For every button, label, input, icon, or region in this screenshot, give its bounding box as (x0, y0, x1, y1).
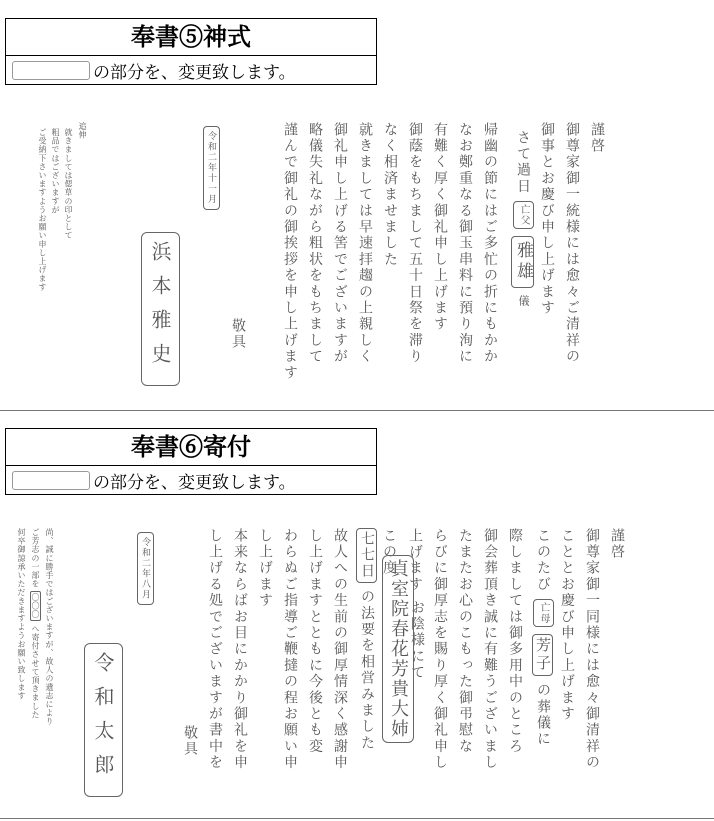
s5-col-2: 御事とお慶び申し上げます (539, 122, 555, 317)
s5-col-8: 御蔭をもちまして五十日祭を滞り (407, 122, 423, 365)
s5-col-4: 帰幽の節にはご多忙の折にもかか (482, 122, 498, 365)
s6-col-11-text: この度 (381, 528, 397, 577)
s6-col-2: こととお慶び申し上げます (559, 528, 575, 723)
s6-ps-1-text: ご芳志の一部を (31, 528, 40, 589)
s6-date: 令和二年八月 (137, 532, 154, 605)
s6-ps-3: 何卒御諒承いただきますようお願い致します (17, 528, 26, 700)
section5-subtitle-row (6, 56, 376, 84)
s5-postscript-label: 追伸 (78, 122, 87, 140)
s6-col-0: 謹啓 (609, 528, 625, 561)
s6-ps-1 (30, 528, 40, 719)
s6-ceremony: 七七日 (356, 528, 377, 583)
s6-col-10-text: お陰様にて (409, 600, 425, 681)
s5-closing: 敬具 (230, 318, 246, 351)
section6-subtitle: の部分を、変更致します。 (93, 472, 296, 493)
section6-blank-sample (12, 471, 90, 490)
s6-col-18: し上げる処でございますが書中を (207, 528, 223, 771)
s6-deceased-name: 芳子 (532, 634, 553, 676)
s6-col-17: 本来ならばお目にかかり御礼を申 (232, 528, 248, 771)
s5-col-1: 御尊家御一統様には愈々ご清祥の (564, 122, 580, 365)
s6-col-15: わらぬご指導ご鞭撻の程お願い申 (282, 528, 298, 771)
s5-ps-2: ご受納下さいますようお願い申し上げます (38, 128, 47, 292)
s5-date: 令和二年十一月 (203, 126, 220, 210)
section5-blank-sample (12, 61, 90, 80)
s6-col-8: らびに御厚志を賜り厚く御礼申し (432, 528, 448, 771)
s5-deceased-label: 亡父 (513, 201, 534, 229)
s6-col-12 (356, 528, 377, 751)
s6-ps-0: 尚、誠に勝手ではございますが、故人の遺志により (45, 528, 54, 726)
s6-col-7: たまたお心のこもった御弔慰な (457, 528, 473, 755)
s6-col-13: 故人への生前の御厚情深く感謝申 (332, 528, 348, 771)
s5-col-12: 略儀失礼ながら粗状をもちまして (307, 122, 323, 365)
section5-header (5, 18, 377, 85)
s5-sender: 浜本雅史 (141, 232, 180, 386)
s6-amount: 〇〇〇 (31, 593, 40, 620)
s6-sender: 令和太郎 (84, 643, 123, 797)
s5-ps-0: 就きましては偲草の印として (64, 128, 73, 240)
s5-deceased-suffix: 儀 (517, 294, 530, 308)
s5-col-7: 有難く厚く御礼申し上げます (432, 122, 448, 333)
section6-title: 奉書⑥寄付 (6, 429, 376, 466)
s6-col-5: 際しましては御多用中のところ (507, 528, 523, 755)
s5-col-11: 御礼申し上げる筈でございますが (332, 122, 348, 365)
s5-col-10: 就きましては早速拝趨の上親しく (357, 122, 373, 365)
s5-col-0: 謹啓 (589, 122, 605, 155)
s6-col-12-text: の法要を相営みました (359, 589, 375, 752)
s6-col-16: し上げます (257, 528, 273, 609)
s6-ps-2-text: へ寄付させて頂きました (31, 624, 40, 719)
s6-col-1: 御尊家御一同様には愈々御清祥の (584, 528, 600, 771)
s6-col-3 (532, 528, 554, 748)
s6-closing: 敬具 (182, 725, 198, 758)
s6-col-3-tail: の葬儀に (535, 682, 551, 748)
s5-col-5: なお鄭重なる御玉串料に預り洵に (457, 122, 473, 365)
s5-col-3 (511, 130, 534, 308)
section6-subtitle-row (6, 466, 376, 494)
s6-col-14: し上げますとともに今後とも変 (307, 528, 323, 755)
s5-ps-1: 粗品ではございますが (51, 128, 60, 214)
s5-col-3-text: さて過日 (515, 130, 531, 195)
s6-col-6: 御会葬頂き誠に有難うございまし (482, 528, 498, 771)
s6-kaimyo: 貞室院春花芳貴大姉 (382, 555, 414, 743)
s6-col-9: 上げます (407, 528, 423, 593)
s5-col-13: 謹んで御礼の御挨拶を申し上げます (282, 122, 298, 382)
section5-title: 奉書⑤神式 (6, 19, 376, 56)
section-divider-1 (0, 410, 714, 411)
s5-deceased-name: 雅雄 (511, 236, 534, 288)
s6-deceased-label: 亡母 (533, 599, 554, 627)
section6-header (5, 428, 377, 495)
section-divider-2 (0, 818, 714, 819)
s6-col-3-text: このたび (535, 528, 551, 593)
s5-col-9: なく相済ませました (382, 122, 398, 268)
section5-subtitle: の部分を、変更致します。 (93, 62, 296, 83)
